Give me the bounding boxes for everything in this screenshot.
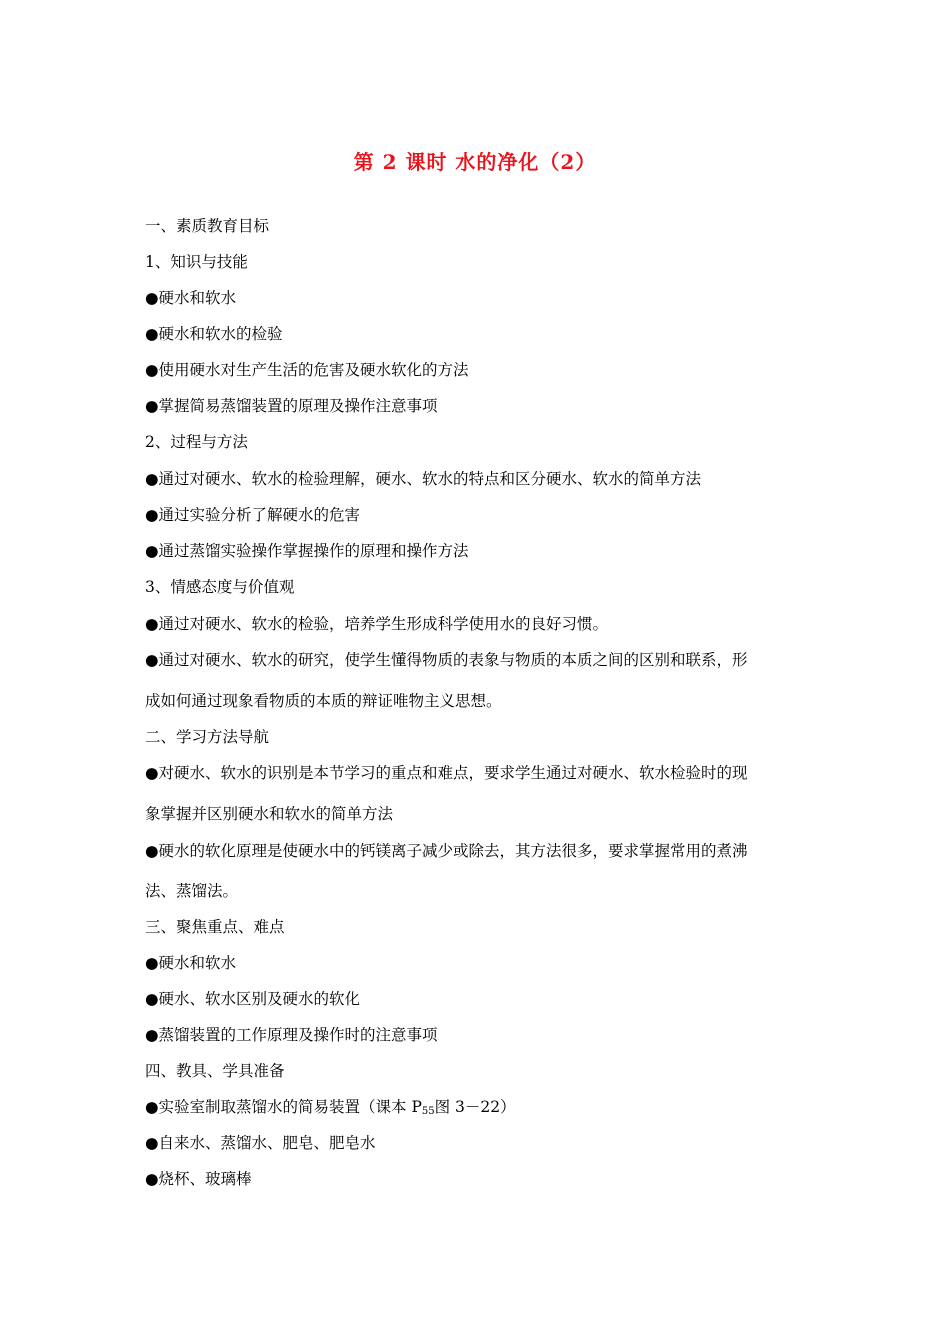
bullet-item-equipment: [145, 1096, 810, 1123]
bullet-item: ●硬水和软水: [145, 289, 237, 307]
subheading-process-method: 2、过程与方法: [145, 433, 248, 451]
equipment-text-before: ●实验室制取蒸馏水的简易装置（课本 P: [145, 1098, 422, 1116]
page-subscript: 55: [421, 1106, 435, 1117]
bullet-item: ●硬水的软化原理是使硬水中的钙镁离子减少或除去，其方法很多，要求掌握常用的煮沸: [145, 842, 748, 860]
bullet-item: ●硬水和软水: [145, 954, 237, 972]
bullet-item-continuation: 象掌握并区别硬水和软水的简单方法: [145, 805, 394, 823]
bullet-item-continuation: 法、蒸馏法。: [145, 882, 239, 900]
equipment-text-after: 图 3－22）: [434, 1098, 516, 1116]
document-title: 第 2 课时 水的净化（2）: [353, 150, 597, 174]
bullet-item: ●烧杯、玻璃棒: [145, 1170, 252, 1188]
section-heading-goals: 一、素质教育目标: [145, 217, 270, 235]
bullet-item: ●掌握简易蒸馏装置的原理及操作注意事项: [145, 397, 438, 415]
bullet-item: ●通过对硬水、软水的检验，培养学生形成科学使用水的良好习惯。: [145, 615, 609, 633]
bullet-item-continuation: 成如何通过现象看物质的本质的辩证唯物主义思想。: [145, 692, 502, 710]
bullet-item: ●通过蒸馏实验操作掌握操作的原理和操作方法: [145, 542, 469, 560]
subheading-attitude-values: 3、情感态度与价值观: [145, 578, 295, 596]
section-heading-focus: 三、聚焦重点、难点: [145, 918, 285, 936]
bullet-item: ●对硬水、软水的识别是本节学习的重点和难点，要求学生通过对硬水、软水检验时的现: [145, 764, 748, 782]
bullet-item: ●自来水、蒸馏水、肥皂、肥皂水: [145, 1134, 376, 1152]
subheading-knowledge-skills: 1、知识与技能: [145, 253, 248, 271]
bullet-item: ●通过对硬水、软水的研究，使学生懂得物质的表象与物质的本质之间的区别和联系，形: [145, 651, 748, 669]
bullet-item: ●通过对硬水、软水的检验理解，硬水、软水的特点和区分硬水、软水的简单方法: [145, 470, 702, 488]
bullet-item: ●使用硬水对生产生活的危害及硬水软化的方法: [145, 361, 469, 379]
section-heading-methods: 二、学习方法导航: [145, 728, 270, 746]
bullet-item: ●蒸馏装置的工作原理及操作时的注意事项: [145, 1026, 438, 1044]
bullet-item: ●硬水和软水的检验: [145, 325, 283, 343]
bullet-item: ●通过实验分析了解硬水的危害: [145, 506, 361, 524]
bullet-item: ●硬水、软水区别及硬水的软化: [145, 990, 361, 1008]
section-heading-tools: 四、教具、学具准备: [145, 1062, 285, 1080]
